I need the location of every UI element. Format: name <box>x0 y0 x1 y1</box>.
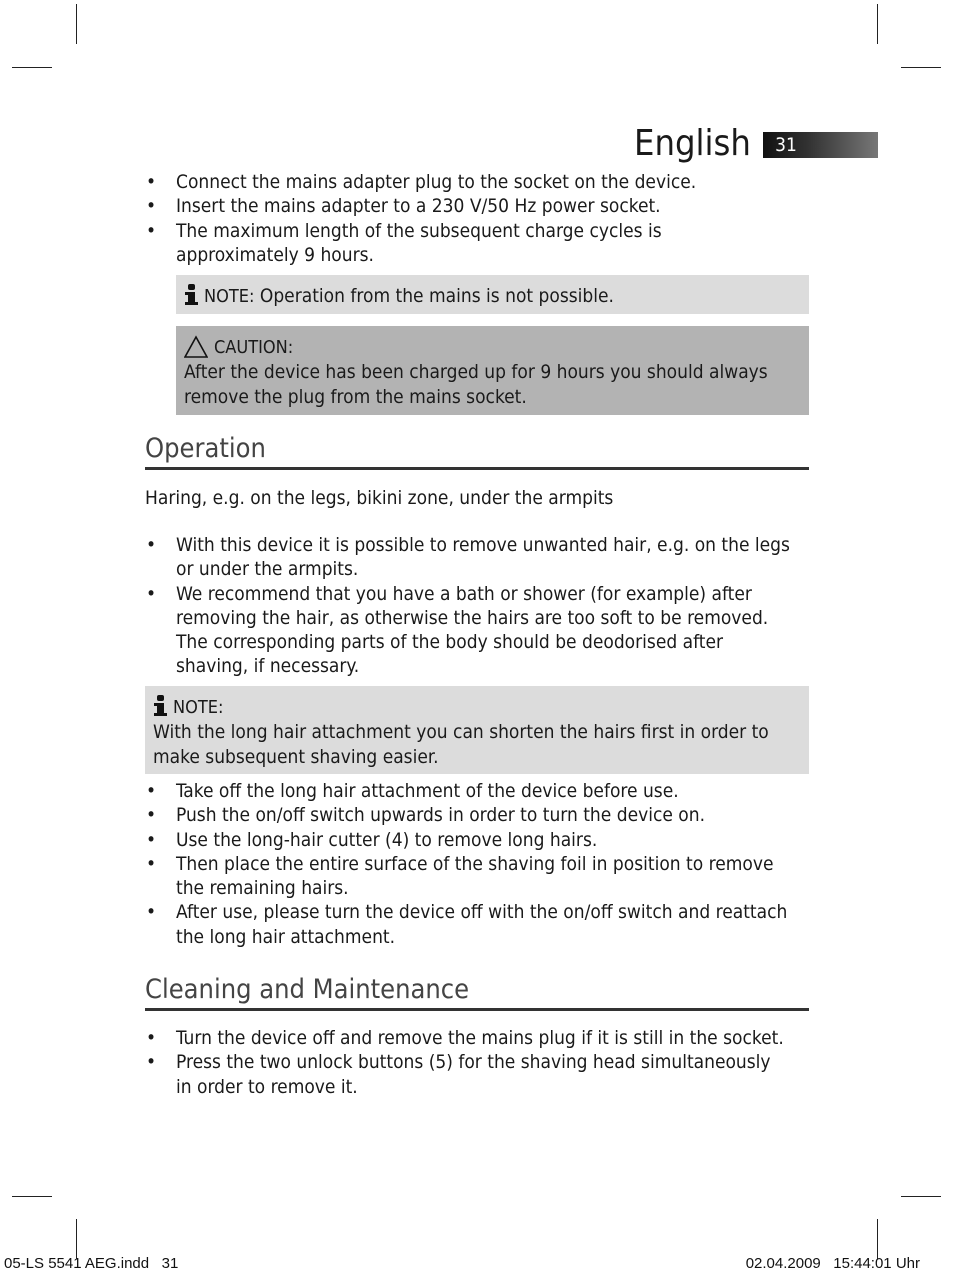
caution-box <box>176 326 809 415</box>
intro-bullet-list <box>146 170 786 267</box>
crop-mark <box>12 1196 52 1197</box>
operation-bullet-list <box>146 533 796 679</box>
crop-mark <box>76 4 77 44</box>
info-icon <box>153 695 167 719</box>
section-heading-operation: Operation <box>145 432 809 470</box>
warning-icon <box>184 335 208 359</box>
cleaning-bullet-list <box>146 1026 796 1099</box>
page-number: 31 <box>775 134 797 156</box>
crop-mark <box>12 67 52 68</box>
operation-steps-list <box>146 779 796 949</box>
list-item: • Insert the mains adapter to a 230 V/50 Hz power socket. <box>146 194 786 218</box>
footer-file-info: 05-LS 5541 AEG.indd 31 <box>4 1255 179 1272</box>
operation-intro: Haring, e.g. on the legs, bikini zone, under the armpits <box>145 487 614 509</box>
list-item: • With this device it is possible to remove unwanted hair, e.g. on the legs or under the armpits. <box>146 533 796 582</box>
caution-text: After the device has been charged up for 9 hours you should always remove the plug from the mains socket. <box>184 361 768 408</box>
list-item: • Then place the entire surface of the shaving foil in position to remove the remaining hairs. <box>146 852 796 901</box>
list-item: • Connect the mains adapter plug to the socket on the device. <box>146 170 786 194</box>
note-box <box>145 686 809 774</box>
crop-mark <box>877 4 878 44</box>
list-item: • The maximum length of the subsequent charge cycles is approximately 9 hours. <box>146 219 746 268</box>
note-label: NOTE: <box>173 697 224 718</box>
crop-mark <box>901 67 941 68</box>
note-label: NOTE: <box>204 286 255 307</box>
list-item: • Take off the long hair attachment of the device before use. <box>146 779 796 803</box>
info-icon <box>184 284 198 308</box>
list-item: • Turn the device off and remove the mains plug if it is still in the socket. <box>146 1026 796 1050</box>
note-box <box>176 275 809 314</box>
note-text: With the long hair attachment you can shorten the hairs first in order to make subsequent shaving easier. <box>153 721 769 768</box>
list-item: • Press the two unlock buttons (5) for the shaving head simultaneously in order to remove it. <box>146 1050 791 1099</box>
page-title: English <box>634 123 751 164</box>
list-item: • We recommend that you have a bath or shower (for example) after removing the hair, as otherwise the hairs are too soft to be removed. The corresponding parts of the body should be deodorised after shaving, if necessary. <box>146 582 791 679</box>
crop-mark <box>877 1219 878 1259</box>
section-heading-cleaning: Cleaning and Maintenance <box>145 973 809 1011</box>
list-item: • After use, please turn the device off with the on/off switch and reattach the long hair attachment. <box>146 900 791 949</box>
caution-label: CAUTION: <box>214 337 294 358</box>
list-item: • Push the on/off switch upwards in order to turn the device on. <box>146 803 796 827</box>
footer-timestamp: 02.04.2009 15:44:01 Uhr <box>745 1255 920 1272</box>
note-text: Operation from the mains is not possible. <box>259 285 614 307</box>
crop-mark <box>901 1196 941 1197</box>
page-number-bar <box>763 132 878 158</box>
list-item: • Use the long-hair cutter (4) to remove long hairs. <box>146 828 796 852</box>
crop-mark <box>76 1219 77 1259</box>
